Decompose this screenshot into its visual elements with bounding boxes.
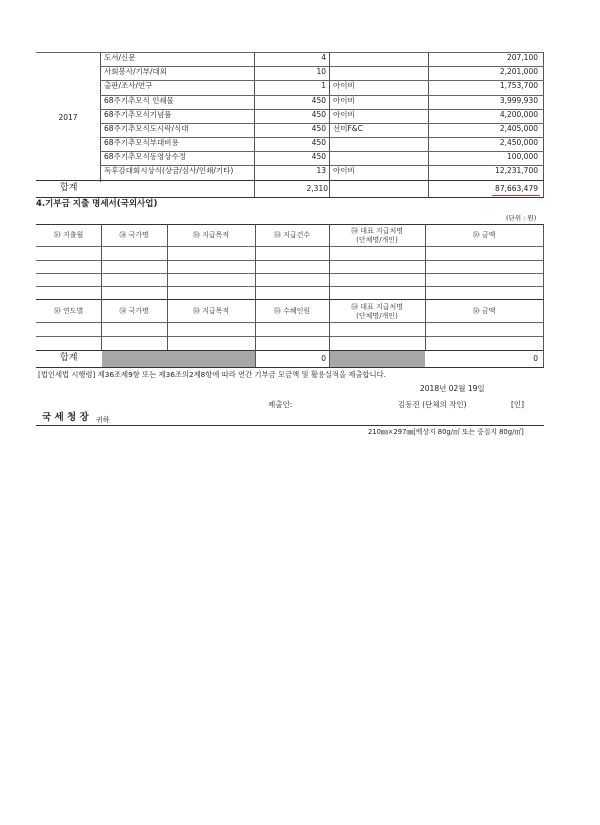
row-amount: 2,405,000 <box>499 124 538 133</box>
row-vendor: 아이비 <box>333 166 355 175</box>
header-recipient: ㊿ 대표 지급처명 (단체명/개인) <box>350 227 404 244</box>
row-vendor: 선미F&C <box>333 124 363 133</box>
row-item: 출판/조사/연구 <box>104 81 153 90</box>
section4-total-amount: 0 <box>533 354 538 363</box>
header-purpose: ㊿ 지급목적 <box>192 231 230 239</box>
row-item: 사회봉사/기부/대외 <box>104 67 168 76</box>
section4-total-label: 합계 <box>60 353 78 363</box>
row-amount: 1,753,700 <box>499 81 538 90</box>
total-label: 합계 <box>60 183 78 193</box>
header-amount: ㊿ 금액 <box>472 231 496 239</box>
row-item: 68주기추모식도시락/식대 <box>104 124 189 133</box>
submitter-name: 김동진 (단체의 작인) <box>398 400 467 409</box>
row-count: 13 <box>316 166 326 175</box>
row-item: 독후감대회시상식(상금/심사/인쇄/기타) <box>104 166 234 175</box>
row-vendor: 아이비 <box>333 96 355 105</box>
shaded-cell <box>102 351 255 367</box>
row-count: 10 <box>316 67 326 76</box>
total-underline <box>492 195 540 196</box>
header-recipient-2: ㊿ 대표 지급처명 (단체명/개인) <box>350 303 404 320</box>
header-country-2: ㊿ 국가명 <box>119 307 149 315</box>
row-amount: 2,201,000 <box>499 67 538 76</box>
row-count: 450 <box>311 110 326 119</box>
shaded-cell <box>330 351 425 367</box>
total-count: 2,310 <box>306 184 328 193</box>
row-amount: 12,231,700 <box>495 166 538 175</box>
row-count: 450 <box>311 138 326 147</box>
year-cell: 2017 <box>58 113 78 122</box>
row-amount: 3,999,930 <box>499 96 538 105</box>
paper-spec: 210㎜×297㎜[백상지 80g/㎡ 또는 중질지 80g/㎡] <box>368 428 524 436</box>
header-count: ㊿ 지급건수 <box>273 231 311 239</box>
row-count: 450 <box>311 96 326 105</box>
header-country: ㊿ 국가명 <box>119 231 149 239</box>
row-item: 68주기추모식부대비용 <box>104 138 179 147</box>
submitter-label: 제출인: <box>268 400 293 409</box>
unit-label: (단위 : 원) <box>506 214 537 222</box>
header-beneficiaries: ㊿ 수혜인원 <box>273 307 311 315</box>
row-amount: 207,100 <box>506 53 538 62</box>
row-amount: 100,000 <box>506 152 538 161</box>
addressee-suffix: 귀하 <box>96 416 110 424</box>
header-month: ㊿ 지출월 <box>53 231 84 239</box>
row-item: 68주기추모식기념품 <box>104 110 172 119</box>
row-count: 450 <box>311 152 326 161</box>
seal-mark: [인] <box>511 400 525 409</box>
total-amount: 87,663,479 <box>495 184 538 193</box>
section4-total-count: 0 <box>321 354 326 363</box>
row-item: 도서/신문 <box>104 53 136 62</box>
row-count: 4 <box>321 53 326 62</box>
row-vendor: 아이비 <box>333 81 355 90</box>
legal-statement: [법인세법 시행령] 제36조제9항 또는 제36조의2제8항에 따라 연간 기부금 모금액 및 활용실적을 제출합니다. <box>38 370 386 379</box>
row-count: 450 <box>311 124 326 133</box>
header-year: ㊿ 연도별 <box>53 307 84 315</box>
submission-date: 2018년 02월 19일 <box>420 384 485 393</box>
addressee: 국 세 청 장 <box>42 412 89 423</box>
header-amount-2: ㊿ 금액 <box>472 307 496 315</box>
row-item: 68주기추모식동영상수정 <box>104 152 186 161</box>
row-amount: 2,450,000 <box>499 138 538 147</box>
row-item: 68주기추모식 인쇄물 <box>104 96 174 105</box>
section4-title: 4.기부금 지출 명세서(국외사업) <box>36 199 158 209</box>
header-purpose-2: ㊿ 지급목적 <box>192 307 230 315</box>
row-count: 1 <box>321 81 326 90</box>
row-vendor: 아이비 <box>333 110 355 119</box>
row-amount: 4,200,000 <box>499 110 538 119</box>
